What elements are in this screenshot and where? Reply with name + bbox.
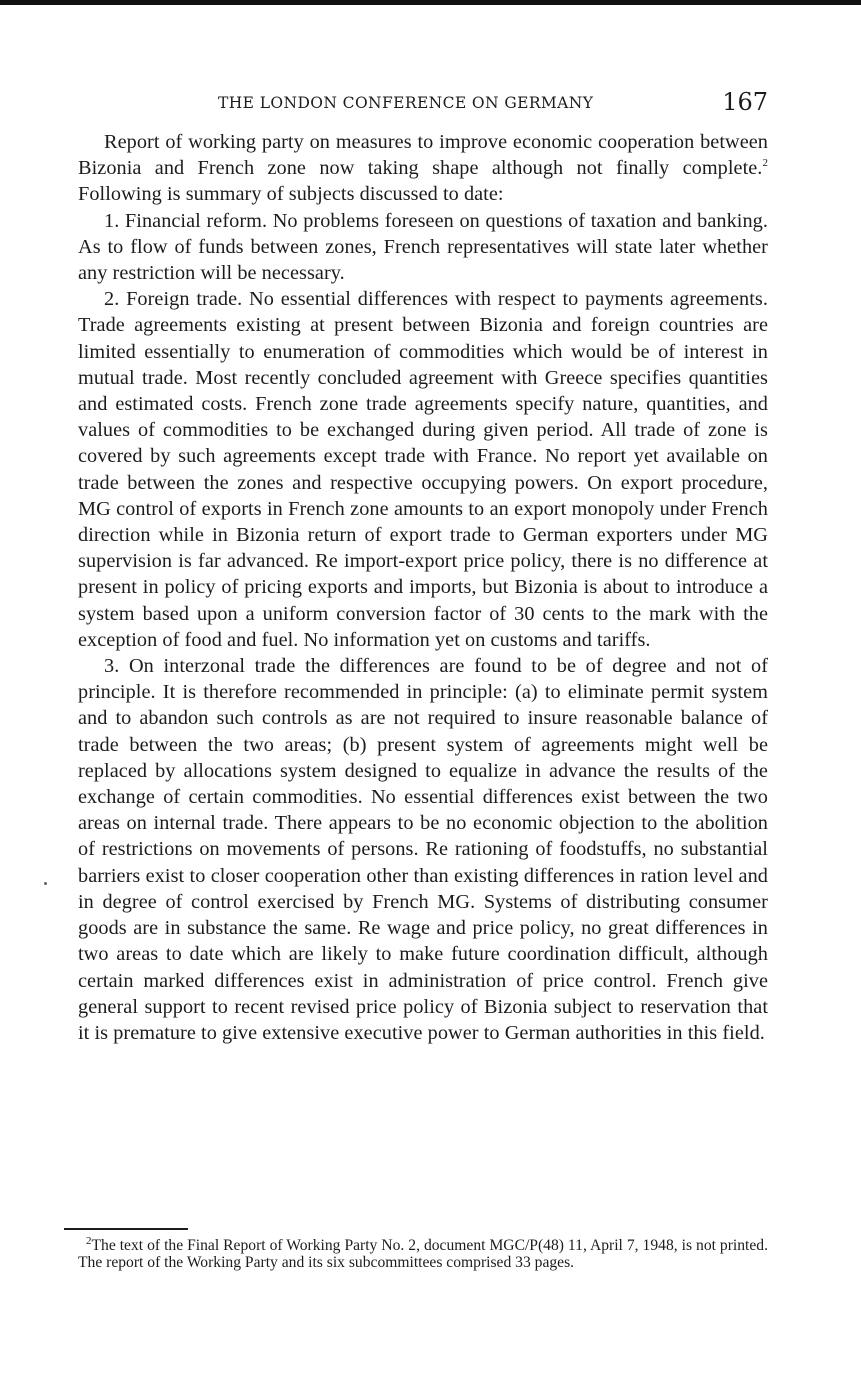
paragraph-intro — [78, 129, 768, 208]
footnote-reference: 2 — [762, 157, 768, 170]
footnote-text: The text of the Final Report of Working Party No. 2, document MGC/P(48) 11, April 7, 1948, is not printed. The report of the Working Party and its six subcommittees comprised 33 pages. — [78, 1237, 768, 1271]
footnote-divider — [64, 1228, 188, 1230]
body-text — [78, 129, 768, 1046]
margin-speck — [44, 882, 47, 885]
paragraph-interzonal-trade: 3. On interzonal trade the differences are found to be of degree and not of principle. It is therefore recommended in principle: (a) to eliminate permit system and to abandon such controls as are not required to insure reasonable balance of trade between the two areas; (b) present system of agreements might well be replaced by allocations system designed to equalize in advance the results of the exchange of certain commodities. No essential differences exist between the two areas on internal trade. There appears to be no economic objection to the abolition of restrictions on movements of persons. Re rationing of foodstuffs, no substantial barriers exist to closer cooperation other than existing differences in ration level and in degree of control exercised by French MG. Systems of distributing consumer goods are in substance the same. Re wage and price policy, no great differences in two areas to date which are likely to make future coordination difficult, although certain marked differences exist in administration of price control. French give general support to recent revised price policy of Bizonia subject to reservation that it is premature to give extensive executive power to German authorities in this field. — [78, 655, 768, 1044]
paragraph-intro-text-continued: Following is summary of subjects discussed to date: — [78, 183, 504, 206]
footnote-paragraph — [78, 1234, 768, 1271]
paragraph-foreign-trade: 2. Foreign trade. No essential differences with respect to payments agreements. Trade agreements existing at present between Bizonia and foreign countries are limited essentially to enumeration of commodities which would be of interest in mutual trade. Most recently concluded agreement with Greece specifies quantities and estimated costs. French zone trade agreements specify nature, quantities, and values of commodities to be exchanged during given period. All trade of zone is covered by such agreements except trade with France. No report yet available on trade between the zones and respective occupying powers. On export procedure, MG control of exports in French zone amounts to an export monopoly under French direction while in Bizonia return of export trade to German exporters under MG supervision is far advanced. Re import-export price policy, there is no difference at present in policy of pricing exports and imports, but Bizonia is about to introduce a system based upon a uniform conversion factor of 30 cents to the mark with the exception of food and fuel. No information yet on customs and tariffs. — [78, 288, 768, 651]
paragraph-intro-text: Report of working party on measures to improve economic cooperation between Bizonia and French zone now taking shape although not finally complete. — [78, 131, 768, 180]
page-header — [78, 88, 768, 122]
paragraph-financial-reform: 1. Financial reform. No problems foreseen on questions of taxation and banking. As to flow of funds between zones, French representatives will state later whether any restriction will be necessary. — [78, 209, 768, 285]
scan-top-edge — [0, 0, 861, 5]
footnote-marker: 2 — [86, 1234, 92, 1247]
footnote — [78, 1234, 768, 1271]
running-head: THE LONDON CONFERENCE ON GERMANY — [218, 94, 594, 112]
page-number: 167 — [722, 88, 768, 116]
